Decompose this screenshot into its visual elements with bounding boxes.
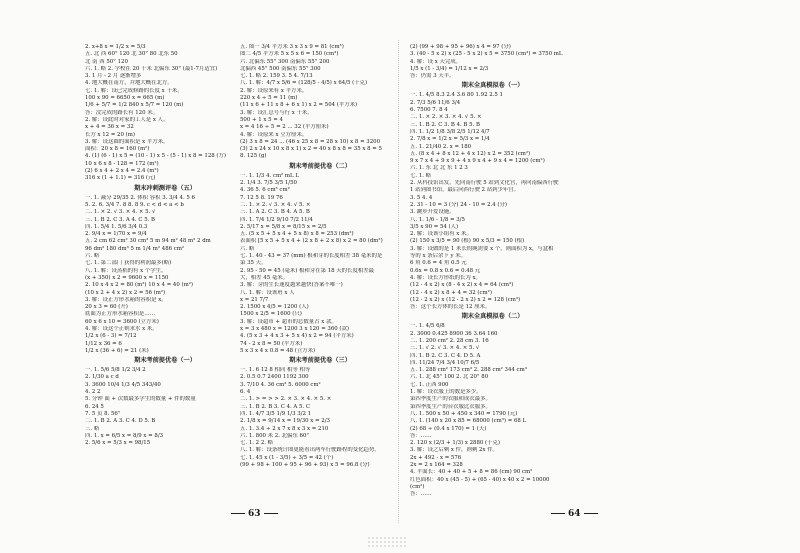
answer-line: (99 + 98 + 100 + 95 + 96 + 93) x 5 = 96.8 (分) [240, 462, 370, 469]
answer-line: 60 x 6 x 10 = 3600 (立方米) [85, 318, 159, 325]
answer-line: 北偏西 45° 500 南偏东 55° 300 [240, 65, 321, 72]
answer-line: 2. 95 - 50 = 45 (毫米) 根和芽在第 18 天的长度相差最 [240, 267, 375, 274]
answer-line: 5 x 3 x 4 x 0.8 = 48 (立方米) [240, 347, 316, 354]
answer-line: 三. 1. A 2. C 3. B 4. A 5. B [240, 209, 310, 216]
answer-line: 4. 平面长：40 + 40 + 5 + 8 = 86 (cm) 90 cm² [410, 469, 533, 476]
answer-line: 5. 2. 6. 3/4 7. 8 8. 8 9. c < d < a < b [85, 201, 184, 208]
answer-line: 2. 7/3 5/6 11/6 3/4 [410, 99, 461, 106]
answer-line: 二. 1. × 2. √ 3. × 4. × 5. √ [85, 209, 156, 216]
answer-line: 3. 解：设之后剩 x 件，则剩 2x 件。 [410, 447, 498, 454]
answer-line: 面积：20 x 8 = 160 (m²) [85, 146, 150, 153]
section-heading: 期末考前提优卷（二） [289, 162, 351, 170]
answer-line: 316 x (1 + 1.1) = 316 (元) [85, 175, 156, 182]
answer-line: 9 x 7 x 4 + 9 x 9 + 4 x 9 x 4 + 9 x 4 = 1200 (cm²) [410, 158, 545, 165]
answer-line: (2) 3 x 8 = 24 ... (46 x 25 x 8 = 28 x 10) x 8 = 3200 [240, 138, 381, 145]
answer-line: 100 x 90 = 6650 x = 665 (m) [85, 95, 165, 102]
answer-line: 一. 1. 减分 29/35 2. 体积 容积 3. 3/4 4. 5 6 [85, 194, 195, 201]
answer-line: 2. 5/6 x = 5/3 x = 98/15 [85, 440, 151, 447]
answer-line: 五. (5 x 5 + 5 x 4 + 5 x 8) x 8 = 253 (dm²) [240, 231, 354, 238]
answer-line: 表面积 [5 x 5 + 5 x 4 + (2 x 8 + 2 x 8) x 2 = 80 (dm²) [240, 238, 383, 245]
answer-line: 2. x+8 x = 1/2 x = 5/3 [85, 44, 146, 50]
answer-line: x = 21 7/7 [240, 296, 269, 303]
answer-line: 2. 3000 0.425 8900 36 3.64 160 [410, 330, 498, 337]
answer-line: 1/6 + 5/7 = 1/2 840 x 5/7 = 120 (m) [85, 102, 184, 109]
answer-line: 2. 10 x 4 x 2 = 80 (m²) 10 x 4 = 40 (m²) [85, 282, 193, 289]
answer-line: (12 - 4 x 2) x 8 + 4 = 32 (cm²) [410, 289, 492, 296]
answer-line: 五. 图一 3/4 平方米 3 x 3 x 9 = 81 (cm³) [240, 44, 344, 50]
answer-line: 七. 1. 45 x (1 - 3/5) ÷ 3/5 = 42 (个) [240, 454, 334, 461]
answer-line: 七. 1. 略 [410, 172, 432, 179]
answer-line: 等的 x 条后余下 y 米。 [410, 253, 467, 260]
answer-line: 8. 125 (g) [240, 153, 267, 160]
section-heading: 期末全真模拟卷（二） [461, 313, 524, 321]
answer-line: 八. 1. 1/6 - 1/8 = 3/5 [410, 216, 465, 223]
answer-line: 1/2 x (36 + 6) = 21 (米) [85, 347, 149, 354]
answer-line: (12 - 4 x 2) x (8 - 4 x 2) x 4 = 64 (cm³) [410, 282, 514, 289]
answer-line: 2x = 2 x 164 = 328 [410, 462, 463, 469]
answer-line: 一. 1. 1/3 4. cm² mL L [240, 172, 299, 179]
answer-line: (cm²) [410, 483, 425, 490]
answer-line: 2. 120 x (2/3 + 1/3) x 2880 (千克) [410, 440, 501, 447]
answer-line: 答：没完成的路长有 120 米。 [85, 109, 159, 116]
answer-line: 7. 5 页 8. 56° [85, 410, 121, 417]
answer-line: 二. 1. × 2. √ 3. × 4. √ 5. × [240, 201, 311, 208]
answer-line: 220 x 4 ÷ 5 = 11 (m) [240, 95, 298, 102]
answer-line: 2. 9/4 x = 1/70 x = 9/4 [85, 231, 147, 238]
answer-line: 五. 2 cm 62 cm² 30 cm³ 5 m 94 m² 48 m³ 2 dm [85, 238, 211, 245]
answer-line: 4. 解：设原来 x 立方厘米。 [240, 131, 308, 138]
answer-line: x + 4 = 36 x = 32 [85, 124, 134, 131]
page-gutter [398, 40, 399, 523]
answer-line: 四. 1. x = 6/5 x = 8/9 x = 8/3 [85, 432, 164, 439]
answer-line: 2. 1/8 x = 9/14 x = 19/30 x = 2/3 [240, 418, 330, 425]
answer-line: 6 角 0.6 = 4 角 0.5 元 [410, 260, 467, 267]
answer-line: 五. 北 西 60° 120 北 30° 80 北东 50 [85, 51, 178, 58]
answer-line: 7. 12 5 8. 19 76 [240, 194, 283, 201]
answer-line: 6. 4 [240, 389, 251, 396]
column-left [85, 44, 245, 514]
answer-line: 20 x 3 = 60 (升) [85, 304, 128, 311]
answer-line: (x + 350) x 2 = 9600 x = 1150 [85, 274, 169, 281]
answer-line: 红色面积：40 x (45 - 5) + (65 - 40) x 40 x 2 = 10000 [410, 476, 550, 483]
answer-line: x = 3 x 480 x = 1200 3 x 120 = 360 (款) [240, 325, 350, 332]
answer-line: 3. 5 4. 4 [410, 194, 433, 201]
answer-line: (11 x 6 + 11 x 8 + 6 x 1) x 2 = 504 (平方米) [240, 102, 358, 109]
answer-line: 4. (5 x 3 + 4 x 3 + 5 x 4) x 2 = 94 (平方米) [240, 333, 354, 340]
answer-line: 6. 24 5 [85, 403, 104, 410]
answer-line: 四. 1. 5/4 1. 5/6 3/4 0.3 [85, 223, 148, 230]
answer-line: 二. 1. 200 cm² 2. 28 cm 3. 16 [410, 337, 489, 344]
section-heading: 期末全真模拟卷（一） [461, 82, 524, 90]
answer-line: 六. 略 [240, 245, 255, 252]
answer-line: 五. (8 x 4 + 8 x 12 + 4 x 12) x 2 = 352 (cm²) [410, 150, 531, 157]
answer-line: 3/5 x 90 = 54 (人) [410, 223, 459, 230]
answer-line: 答：这个长方体的长是 12 厘米。 [410, 304, 491, 311]
answer-line: 1500 x 2/5 = 1600 (只) [240, 311, 302, 318]
answer-line: 96 dm² 180 dm³ 5 m 1/4 m² 486 cm² [85, 245, 185, 252]
answer-line: 答：仍需 3 天半。 [410, 73, 455, 80]
answer-line: 3. 解：芽的生长速度越来越快(答案不唯一) [240, 282, 343, 289]
answer-line: 四. 1. 1/2 1/8 3/8 2/5 1/12 4/7 [410, 128, 490, 135]
answer-line: 四. 1. 7/4 1/2 9/10 7/2 11/4 [240, 216, 313, 223]
answer-line: 三. 略 [85, 425, 100, 432]
answer-line: 七. 1. 2 2. 略 [240, 440, 274, 447]
answer-line: 2. 7/8 x = 1/2 x = 5/3 x = 1/4 [410, 136, 490, 143]
answer-line: 七. 1. 40 - 43 = 37 (mm) 根和芽的长度相差 38 毫米的是 [240, 253, 383, 260]
answer-line: 六. 1. 略 2. 学校在 20 千米 北偏东 30° (最1-7月适宜) [85, 65, 218, 72]
answer-line: 3. 7/10 4. 36 cm³ 5. 6000 cm² [240, 381, 321, 388]
answer-line: 2. 解：设该小组有 x 米。 [410, 231, 472, 238]
answer-line: 四. 1. 4/7 3/5 1/9 1/3 3/2 1 [240, 410, 312, 417]
answer-line: 1 站到图书馆，最后向西行驶 2 站到少年宫。 [410, 187, 520, 194]
answer-line: 六. 略 [85, 253, 100, 260]
answer-line: 六. 1. 800 米 2. 北偏东 60° [240, 432, 310, 439]
answer-line: 七. 1. 第二部门 获得的利润最多(略) [85, 260, 172, 267]
answer-line: 六. 1. 东 北 北 东 1 2 3 [410, 165, 468, 172]
answer-line: 2. 1500 x 4/5 = 1200 (人) [240, 304, 309, 311]
answer-line: 二. 1. B 2. A 3. C 4. D 5. B [85, 418, 156, 425]
answer-line: 1. 解：设衣服上的数是多少。 [410, 389, 482, 396]
answer-line: 3. 解：设正方形水箱的容积是 x。 [85, 296, 167, 303]
answer-line: 10 x 6 x 8 - 128 = 172 (m²) [85, 160, 159, 167]
answer-line: (2) 150 x 3/5 = 90 (根) 90 x 5/3 = 150 (根) [410, 238, 525, 245]
answer-line: 八. 1. (140 x 20 x 85 = 68000 (cm³) = 68 L [410, 418, 527, 425]
answer-line: 四. 1. B 2. C 3. C 4. D 5. A [410, 352, 481, 359]
answer-line: 北 南 西 50° 120 [85, 58, 128, 65]
answer-line: 四. 11/24 7/4 3/4 10/7 6/5 [410, 359, 480, 366]
answer-line: 七. 1. 解：设已完成修路的长度 x 千米。 [85, 87, 183, 94]
answer-line: 第四季度生产的台衣服比衣服多。 [410, 403, 491, 410]
answer-line: (12 - 2 x 2) x (12 - 2 x 2) x 2 = 128 (cm³) [410, 296, 521, 303]
answer-line: 八. 1. 解：4/7 x 5/6 = (128/5 - 4/5) x 64/5 (千克) [240, 80, 368, 87]
answer-line: 4. 36 5. 6 cm³ cm² [240, 187, 290, 194]
answer-line: (2) (99 + 98 + 95 + 96) x 4 = 97 (分) [410, 44, 511, 50]
answer-line: 六. 1. 北 45° 100 2. 北 20° 80 [410, 374, 489, 381]
answer-line: 答：…… [410, 432, 432, 439]
answer-line: 大，相差 45 毫米。 [240, 274, 289, 281]
answer-line: 1/5 x (1 - 3/4) = 1/12 x = 2/3 [410, 65, 489, 72]
answer-line: 二. 1. > = > > 2. × 3. × 4. × 5. × [240, 396, 332, 403]
column-right [410, 44, 575, 514]
answer-line: 4. (1) (6 - 1) x 5 = (10 - 1) x 5 - (5 - 1) x 8 = 128 (方) [85, 153, 227, 160]
answer-line: 500 + 1 x 5 = 4 [240, 116, 283, 123]
answer-line: 五. 1. 3.4 ÷ 2 x 7 x 8 x 3 x = 210 [240, 425, 329, 432]
answer-line: 答：…… [410, 491, 432, 498]
answer-line: 第 35 天。 [240, 260, 267, 267]
answer-line: 5. 分钟 面 + 次数最多学生的数量 + 件的数量 [85, 396, 196, 403]
answer-line: 4. 地大概在南方，并地大概在北方。 [85, 80, 173, 87]
answer-line: 五. 1. 21/40 2. x = 180 [410, 143, 472, 150]
answer-line: 三. 1. B 2. B 3. C 4. A 5. C [240, 403, 311, 410]
answer-line: 2. 5/17 x = 5/8 x = 8/15 x = 2/5 [240, 223, 327, 230]
section-heading: 期末考前提优卷（一） [134, 357, 196, 365]
answer-line: 3. 解：设汇总号与行 x 千米。 [240, 109, 313, 116]
answer-line: 2. 0.5 0.7 2400 1192 300 [240, 374, 309, 381]
page-number-left: 63 [228, 509, 281, 519]
answer-line: 6. 7500 7. 8 4 [410, 107, 448, 114]
answer-line: 3. 跳步开爱设施。 [410, 209, 455, 216]
answer-line: 三. 1. B 2. C 3. B 4. B 5. B [410, 121, 480, 128]
answer-line: 2. 解：设原来有 x 平方米。 [240, 87, 308, 94]
answer-line: 2. 31 - 10 = 3 (分) 24 - 10 = 2.4 (分) [410, 201, 508, 208]
answer-line: (10 x 2 + 4 x 2) x 2 = 56 (m²) [85, 289, 166, 296]
answer-line: 长方 x 12 = 20 (m) [85, 131, 135, 138]
answer-line: 一. 1. 4/5 8.3 2.4 3.6 80 1.92 2.5 1 [410, 92, 503, 99]
answer-line: 二. 1. × 2. × 3. × 4. √ 5. × [410, 114, 482, 121]
answer-line: 2. 从科技馆出发，先向南行驶 5 站到文化宫，再向南偏西行驶 [410, 180, 559, 187]
page-number-right: 64 [548, 509, 601, 519]
answer-line: (2) 6 x 4 + 2 x 4 = 2.4 (m²) [85, 168, 159, 175]
answer-line: 3. 1 月 - 2 月 逐渐增多 [85, 73, 142, 80]
answer-line: 六. 北偏东 55° 300 南偏东 55° 200 [240, 58, 330, 65]
answer-line: 4. 解：设长方形纸的长为 x。 [410, 274, 481, 281]
answer-line: 三. 1. B 2. C 3. A 4. C 5. B [85, 216, 156, 223]
answer-line: (3) 2 x 24 x 10 x 8 x 1) x 2 = 40 x 8 x 8 = 35 x 8 = 5 [240, 146, 382, 153]
section-heading: 期末冲刺测评卷（五） [134, 184, 196, 192]
answer-line: 八. 1. 解：设蒸稻的有 x 个学生。 [85, 267, 167, 274]
answer-line: 八. 1. 解：设条统计图更能看出两车行驶路程的变化趋势。 [240, 447, 380, 454]
answer-line: 3. 3600 10/4 1/3 4/5 343/40 [85, 381, 161, 388]
answer-line: 一. 1. 5/6 5/8 1/2 3/4 2 [85, 367, 146, 374]
answer-line: 七. 1. 正西 900 [410, 381, 449, 388]
answer-line: 一. 1. 4/5 6/8 [410, 323, 445, 330]
answer-line: 2x + 492 - x = 576 [410, 454, 462, 461]
answer-line: 五. 1. 288 cm² 173 cm³ 2. 288 cm² 344 cm³ [410, 367, 527, 374]
answer-line: 一. 1. 6 12 8 相同 相等 相等 [240, 367, 311, 374]
answer-line: 74 - 2 x 8 = 50 (平方米) [240, 340, 303, 347]
answer-line: 3. 解：设做的是 1 米长的绳需要 x 个，则面积为 x，与盒相 [410, 245, 554, 252]
answer-line: 4. 解：设 x 天完成。 [410, 58, 462, 65]
section-heading: 期末考前提优卷（三） [289, 357, 351, 365]
answer-line: 2. 1/4 3. 7/5 3/5 1/50 [240, 180, 297, 187]
answer-line: 2. 1/30 a c d [85, 374, 119, 381]
answer-line: 3. (40 - 5 x 2) x (25 - 5 x 2) x 5 = 3750 (cm³) = 3750 mL [410, 51, 563, 58]
answer-line: 第四季度生产的衣服和成衣最多。 [410, 396, 491, 403]
answer-line: 1/2 x (6 - 3) = 7/12 [85, 333, 137, 340]
answer-line: (2) 68 ÷ (0.4 x 170) = 1 (天) [410, 425, 487, 432]
answer-line: 0.6x = 0.8 x 0.6 = 0.48 元 [410, 267, 481, 274]
answer-line: 底面为正方形水箱容积是…… [85, 311, 156, 318]
answer-line: 4. 解：设这个正则求水 x 米。 [85, 325, 158, 332]
answer-line: 4. 2 2 [85, 389, 101, 396]
column-middle [240, 44, 400, 514]
answer-line: 图二 4/5 平方米 5 x 5 x 6 = 150 (cm³) [240, 51, 339, 58]
answer-line: 七. 1. 略 2. 159 3. 5 4. 7/13 [240, 73, 313, 80]
answer-line: 三. 1. √ 2. √ 3. × 4. × 5. √ [410, 345, 480, 352]
answer-line: 1/12 x 36 = 6 [85, 340, 122, 347]
answer-line: x = 4 16 ÷ 5 = 2 ... 32 (平方厘米) [240, 124, 329, 131]
answer-line: 八. 1. 解：设该班 x 人 [240, 289, 295, 296]
answer-line: 3. 解：设超市 + 超市的总数量占 x 款。 [240, 318, 337, 325]
scan-dot-pattern [367, 536, 407, 548]
answer-line: 3. 解：设这圆的面积是 x 平方米。 [85, 138, 169, 145]
answer-line: 2. 解：设此时对家的工人是 x 人。 [85, 116, 169, 123]
answer-line: 八. 1. 500 x 50 + 450 x 340 = 1790 (元) [410, 410, 518, 417]
